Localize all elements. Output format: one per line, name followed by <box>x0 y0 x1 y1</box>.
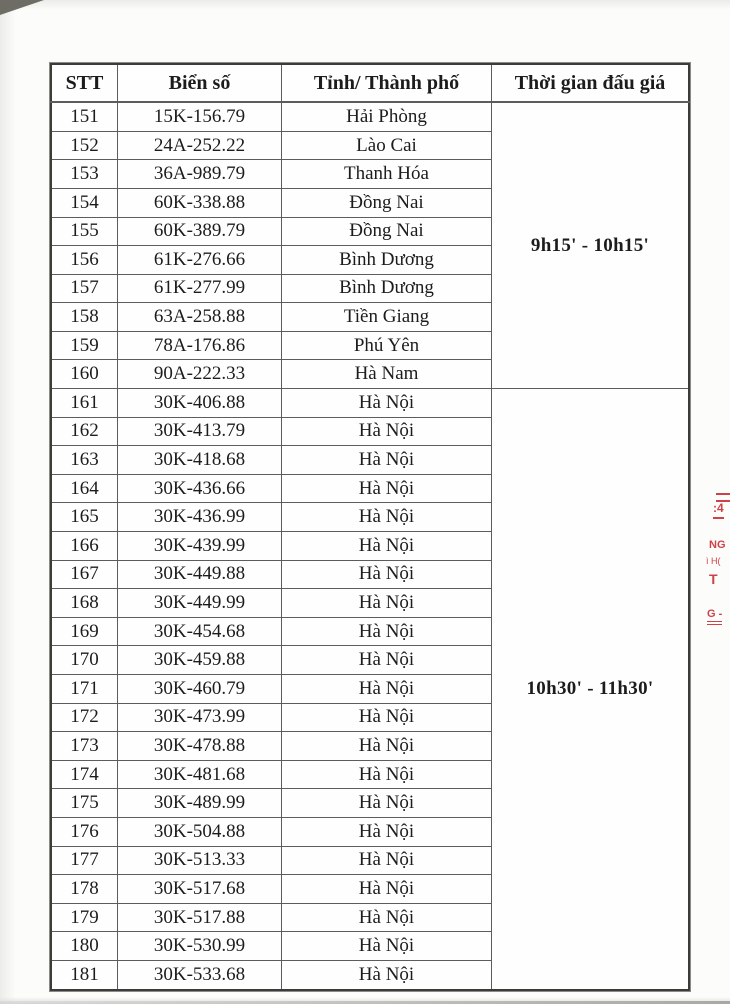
row-stt: 170 <box>51 646 118 675</box>
row-city: Hà Nội <box>282 846 492 875</box>
row-plate: 30K-439.99 <box>118 532 282 561</box>
row-stt: 171 <box>51 675 118 704</box>
row-stt: 154 <box>51 188 118 217</box>
row-city: Hà Nội <box>282 389 492 418</box>
row-stt: 157 <box>51 274 118 303</box>
row-plate: 30K-504.88 <box>118 817 282 846</box>
row-city: Hà Nội <box>282 875 492 904</box>
row-stt: 165 <box>51 503 118 532</box>
row-stt: 167 <box>51 560 118 589</box>
row-plate: 63A-258.88 <box>118 303 282 332</box>
row-plate: 24A-252.22 <box>118 131 282 160</box>
row-stt: 177 <box>51 846 118 875</box>
row-plate: 30K-406.88 <box>118 389 282 418</box>
row-stt: 179 <box>51 903 118 932</box>
row-city: Hà Nội <box>282 503 492 532</box>
license-plate-auction-table <box>50 63 690 991</box>
row-city: Hà Nội <box>282 932 492 961</box>
row-city: Bình Dương <box>282 246 492 275</box>
auction-time-cell: 9h15' - 10h15' <box>492 102 690 389</box>
row-plate: 30K-418.68 <box>118 446 282 475</box>
row-stt: 172 <box>51 703 118 732</box>
row-city: Tiền Giang <box>282 303 492 332</box>
row-plate: 60K-338.88 <box>118 188 282 217</box>
header-plate: Biển số <box>118 64 282 102</box>
row-plate: 36A-989.79 <box>118 160 282 189</box>
row-stt: 160 <box>51 360 118 389</box>
row-stt: 169 <box>51 617 118 646</box>
row-city: Hà Nam <box>282 360 492 389</box>
row-plate: 30K-478.88 <box>118 732 282 761</box>
scan-edge-top <box>0 0 730 10</box>
row-city: Thanh Hóa <box>282 160 492 189</box>
row-plate: 61K-276.66 <box>118 246 282 275</box>
header-stt: STT <box>51 64 118 102</box>
row-stt: 173 <box>51 732 118 761</box>
row-plate: 60K-389.79 <box>118 217 282 246</box>
row-stt: 181 <box>51 960 118 990</box>
row-plate: 30K-449.88 <box>118 560 282 589</box>
row-stt: 168 <box>51 589 118 618</box>
row-city: Hà Nội <box>282 532 492 561</box>
row-city: Hà Nội <box>282 960 492 990</box>
row-city: Hà Nội <box>282 675 492 704</box>
stamp-number-fragment: :4 <box>713 501 724 519</box>
row-plate: 30K-517.88 <box>118 903 282 932</box>
header-row <box>51 64 689 102</box>
stamp-text-fragment: G - <box>707 608 722 625</box>
row-city: Hà Nội <box>282 446 492 475</box>
row-stt: 151 <box>51 102 118 131</box>
row-stt: 176 <box>51 817 118 846</box>
row-stt: 174 <box>51 760 118 789</box>
row-stt: 153 <box>51 160 118 189</box>
row-stt: 159 <box>51 331 118 360</box>
row-plate: 30K-413.79 <box>118 417 282 446</box>
row-plate: 30K-513.33 <box>118 846 282 875</box>
row-plate: 30K-533.68 <box>118 960 282 990</box>
row-city: Đồng Nai <box>282 188 492 217</box>
row-city: Phú Yên <box>282 331 492 360</box>
row-stt: 152 <box>51 131 118 160</box>
row-plate: 30K-517.68 <box>118 875 282 904</box>
row-city: Hà Nội <box>282 646 492 675</box>
row-plate: 30K-449.99 <box>118 589 282 618</box>
scan-edge-left <box>0 0 16 1004</box>
row-city: Bình Dương <box>282 274 492 303</box>
row-city: Hà Nội <box>282 417 492 446</box>
row-stt: 155 <box>51 217 118 246</box>
row-city: Lào Cai <box>282 131 492 160</box>
row-city: Hà Nội <box>282 617 492 646</box>
stamp-text-fragment: NG <box>709 539 726 551</box>
table-row <box>51 389 689 418</box>
row-city: Hà Nội <box>282 817 492 846</box>
row-plate: 15K-156.79 <box>118 102 282 131</box>
row-plate: 30K-481.68 <box>118 760 282 789</box>
row-plate: 30K-530.99 <box>118 932 282 961</box>
row-plate: 30K-460.79 <box>118 675 282 704</box>
row-stt: 164 <box>51 474 118 503</box>
row-city: Hà Nội <box>282 589 492 618</box>
row-plate: 30K-459.88 <box>118 646 282 675</box>
row-stt: 175 <box>51 789 118 818</box>
auction-time-cell: 10h30' - 11h30' <box>492 389 690 990</box>
row-plate: 78A-176.86 <box>118 331 282 360</box>
row-city: Hà Nội <box>282 732 492 761</box>
row-city: Đồng Nai <box>282 217 492 246</box>
row-plate: 30K-436.66 <box>118 474 282 503</box>
row-stt: 158 <box>51 303 118 332</box>
table-row <box>51 102 689 131</box>
row-stt: 163 <box>51 446 118 475</box>
row-city: Hà Nội <box>282 703 492 732</box>
scan-corner-artifact <box>0 0 44 15</box>
row-plate: 30K-436.99 <box>118 503 282 532</box>
row-city: Hà Nội <box>282 474 492 503</box>
row-stt: 180 <box>51 932 118 961</box>
stamp-text-fragment: T <box>709 571 721 587</box>
row-stt: 162 <box>51 417 118 446</box>
red-stamp-fragment <box>703 488 730 648</box>
row-plate: 30K-454.68 <box>118 617 282 646</box>
row-city: Hà Nội <box>282 560 492 589</box>
row-stt: 166 <box>51 532 118 561</box>
row-city: Hải Phòng <box>282 102 492 131</box>
row-city: Hà Nội <box>282 903 492 932</box>
row-stt: 178 <box>51 875 118 904</box>
stamp-text-fragment: ì H( <box>706 556 721 566</box>
row-city: Hà Nội <box>282 789 492 818</box>
row-city: Hà Nội <box>282 760 492 789</box>
row-plate: 61K-277.99 <box>118 274 282 303</box>
header-city: Tỉnh/ Thành phố <box>282 64 492 102</box>
row-stt: 156 <box>51 246 118 275</box>
row-plate: 30K-489.99 <box>118 789 282 818</box>
row-stt: 161 <box>51 389 118 418</box>
row-plate: 90A-222.33 <box>118 360 282 389</box>
header-auction-time: Thời gian đấu giá <box>492 64 690 102</box>
row-plate: 30K-473.99 <box>118 703 282 732</box>
